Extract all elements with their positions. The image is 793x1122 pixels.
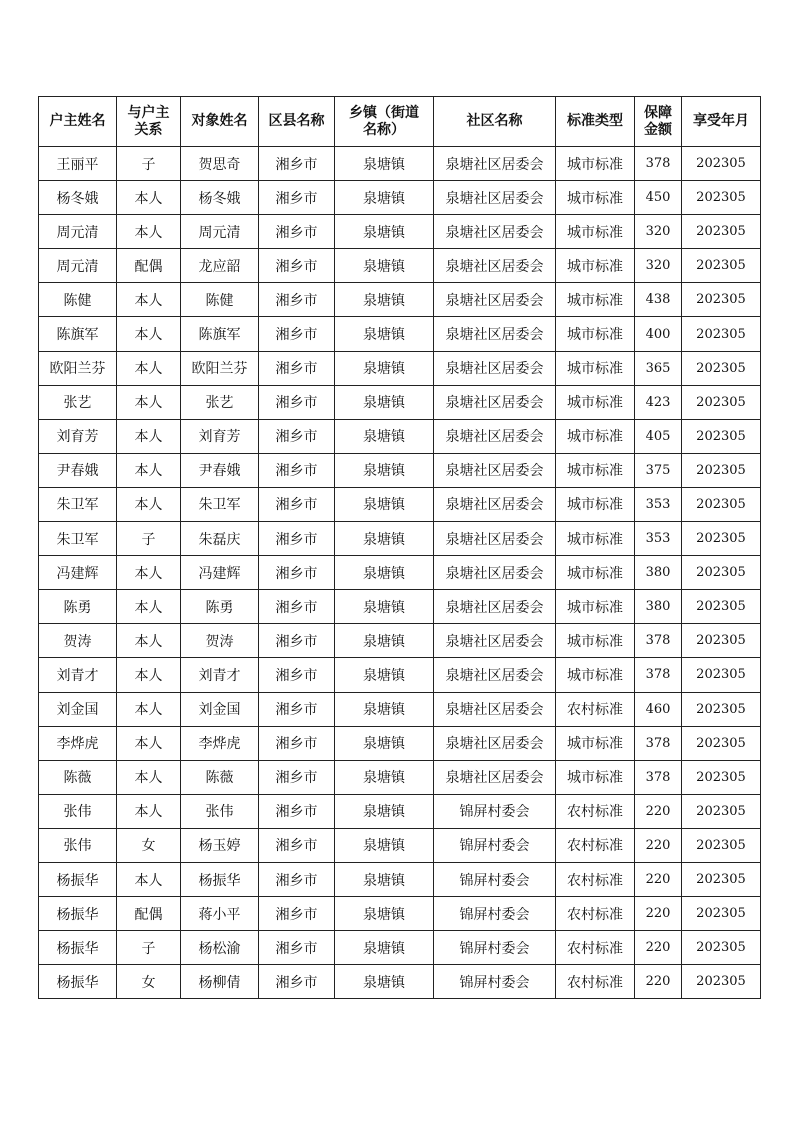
cell-rel: 本人 (117, 692, 181, 726)
column-header-line: 标准类型 (567, 113, 623, 129)
cell-town: 泉塘镇 (335, 590, 434, 624)
cell-community: 泉塘社区居委会 (434, 453, 556, 487)
cell-amount: 220 (635, 931, 682, 965)
table-row (39, 931, 761, 965)
cell-amount: 380 (635, 556, 682, 590)
table-row (39, 317, 761, 351)
cell-month: 202305 (682, 760, 761, 794)
column-header-rel (117, 97, 181, 147)
cell-month: 202305 (682, 828, 761, 862)
cell-rel: 本人 (117, 385, 181, 419)
table-row (39, 692, 761, 726)
cell-community: 泉塘社区居委会 (434, 590, 556, 624)
cell-town: 泉塘镇 (335, 385, 434, 419)
column-header-line: 关系 (134, 121, 163, 138)
cell-head: 张伟 (39, 794, 117, 828)
column-header-county (259, 97, 335, 147)
cell-standard: 城市标准 (556, 760, 635, 794)
cell-community: 泉塘社区居委会 (434, 147, 556, 181)
cell-name: 刘金国 (181, 692, 259, 726)
table-row (39, 862, 761, 896)
cell-community: 泉塘社区居委会 (434, 487, 556, 521)
cell-amount: 220 (635, 794, 682, 828)
cell-town: 泉塘镇 (335, 487, 434, 521)
cell-community: 泉塘社区居委会 (434, 215, 556, 249)
table-row (39, 965, 761, 999)
cell-standard: 农村标准 (556, 692, 635, 726)
table-row (39, 726, 761, 760)
cell-name: 冯建辉 (181, 556, 259, 590)
table-header (39, 97, 761, 147)
cell-head: 张艺 (39, 385, 117, 419)
cell-community: 泉塘社区居委会 (434, 692, 556, 726)
cell-county: 湘乡市 (259, 590, 335, 624)
cell-rel: 本人 (117, 726, 181, 760)
cell-standard: 城市标准 (556, 726, 635, 760)
cell-standard: 城市标准 (556, 487, 635, 521)
cell-town: 泉塘镇 (335, 522, 434, 556)
table-row (39, 453, 761, 487)
cell-community: 泉塘社区居委会 (434, 317, 556, 351)
cell-name: 杨振华 (181, 862, 259, 896)
cell-month: 202305 (682, 351, 761, 385)
cell-month: 202305 (682, 522, 761, 556)
cell-standard: 农村标准 (556, 897, 635, 931)
cell-standard: 农村标准 (556, 931, 635, 965)
column-header-line: 社区名称 (466, 113, 523, 129)
table-row (39, 215, 761, 249)
table-row (39, 828, 761, 862)
cell-town: 泉塘镇 (335, 317, 434, 351)
cell-month: 202305 (682, 590, 761, 624)
cell-rel: 本人 (117, 419, 181, 453)
cell-rel: 本人 (117, 351, 181, 385)
column-header-amount (635, 97, 682, 147)
cell-amount: 400 (635, 317, 682, 351)
cell-town: 泉塘镇 (335, 181, 434, 215)
cell-head: 尹春娥 (39, 453, 117, 487)
cell-name: 陈健 (181, 283, 259, 317)
cell-head: 李烨虎 (39, 726, 117, 760)
cell-standard: 城市标准 (556, 351, 635, 385)
cell-standard: 城市标准 (556, 419, 635, 453)
table-row (39, 522, 761, 556)
cell-town: 泉塘镇 (335, 828, 434, 862)
cell-county: 湘乡市 (259, 317, 335, 351)
cell-amount: 405 (635, 419, 682, 453)
cell-town: 泉塘镇 (335, 249, 434, 283)
cell-town: 泉塘镇 (335, 624, 434, 658)
cell-standard: 农村标准 (556, 828, 635, 862)
cell-town: 泉塘镇 (335, 215, 434, 249)
cell-town: 泉塘镇 (335, 556, 434, 590)
cell-month: 202305 (682, 249, 761, 283)
cell-amount: 380 (635, 590, 682, 624)
cell-standard: 城市标准 (556, 181, 635, 215)
cell-month: 202305 (682, 181, 761, 215)
cell-town: 泉塘镇 (335, 794, 434, 828)
cell-community: 泉塘社区居委会 (434, 385, 556, 419)
cell-rel: 本人 (117, 862, 181, 896)
cell-rel: 本人 (117, 658, 181, 692)
column-header-line: 享受年月 (693, 113, 749, 129)
cell-amount: 378 (635, 147, 682, 181)
cell-community: 锦屏村委会 (434, 828, 556, 862)
column-header-line: 对象姓名 (191, 113, 248, 129)
cell-county: 湘乡市 (259, 487, 335, 521)
cell-town: 泉塘镇 (335, 658, 434, 692)
cell-amount: 365 (635, 351, 682, 385)
cell-month: 202305 (682, 658, 761, 692)
cell-name: 杨冬娥 (181, 181, 259, 215)
cell-county: 湘乡市 (259, 181, 335, 215)
column-header-town (335, 97, 434, 147)
cell-rel: 本人 (117, 317, 181, 351)
cell-head: 杨冬娥 (39, 181, 117, 215)
cell-county: 湘乡市 (259, 351, 335, 385)
cell-town: 泉塘镇 (335, 283, 434, 317)
cell-month: 202305 (682, 487, 761, 521)
cell-county: 湘乡市 (259, 453, 335, 487)
cell-name: 尹春娥 (181, 453, 259, 487)
cell-rel: 女 (117, 828, 181, 862)
cell-community: 泉塘社区居委会 (434, 760, 556, 794)
cell-name: 杨柳倩 (181, 965, 259, 999)
cell-community: 泉塘社区居委会 (434, 624, 556, 658)
cell-standard: 城市标准 (556, 249, 635, 283)
cell-rel: 本人 (117, 215, 181, 249)
cell-name: 陈旗军 (181, 317, 259, 351)
cell-county: 湘乡市 (259, 760, 335, 794)
cell-town: 泉塘镇 (335, 965, 434, 999)
cell-community: 泉塘社区居委会 (434, 522, 556, 556)
cell-town: 泉塘镇 (335, 862, 434, 896)
cell-amount: 320 (635, 215, 682, 249)
table-row (39, 283, 761, 317)
cell-community: 泉塘社区居委会 (434, 181, 556, 215)
cell-rel: 本人 (117, 556, 181, 590)
cell-amount: 220 (635, 862, 682, 896)
table-row (39, 794, 761, 828)
cell-county: 湘乡市 (259, 862, 335, 896)
cell-head: 杨振华 (39, 965, 117, 999)
cell-community: 泉塘社区居委会 (434, 351, 556, 385)
cell-rel: 配偶 (117, 897, 181, 931)
table-row (39, 658, 761, 692)
cell-month: 202305 (682, 726, 761, 760)
cell-head: 杨振华 (39, 931, 117, 965)
cell-rel: 本人 (117, 760, 181, 794)
cell-rel: 本人 (117, 453, 181, 487)
cell-community: 泉塘社区居委会 (434, 658, 556, 692)
cell-month: 202305 (682, 453, 761, 487)
cell-month: 202305 (682, 147, 761, 181)
cell-amount: 378 (635, 760, 682, 794)
cell-month: 202305 (682, 317, 761, 351)
cell-head: 陈薇 (39, 760, 117, 794)
cell-amount: 378 (635, 658, 682, 692)
table-row (39, 556, 761, 590)
cell-amount: 450 (635, 181, 682, 215)
cell-county: 湘乡市 (259, 249, 335, 283)
cell-standard: 农村标准 (556, 862, 635, 896)
cell-name: 贺涛 (181, 624, 259, 658)
column-header-line: 名称） (363, 121, 405, 138)
cell-community: 泉塘社区居委会 (434, 283, 556, 317)
cell-head: 杨振华 (39, 862, 117, 896)
cell-month: 202305 (682, 794, 761, 828)
cell-month: 202305 (682, 965, 761, 999)
cell-standard: 农村标准 (556, 794, 635, 828)
cell-name: 贺思奇 (181, 147, 259, 181)
table-row (39, 147, 761, 181)
cell-county: 湘乡市 (259, 897, 335, 931)
cell-county: 湘乡市 (259, 794, 335, 828)
cell-rel: 女 (117, 965, 181, 999)
cell-town: 泉塘镇 (335, 453, 434, 487)
cell-rel: 子 (117, 522, 181, 556)
cell-amount: 220 (635, 897, 682, 931)
cell-standard: 城市标准 (556, 317, 635, 351)
column-header-standard (556, 97, 635, 147)
table-row (39, 624, 761, 658)
cell-name: 陈薇 (181, 760, 259, 794)
cell-town: 泉塘镇 (335, 726, 434, 760)
cell-town: 泉塘镇 (335, 897, 434, 931)
column-header-name (181, 97, 259, 147)
assistance-roster-table (38, 96, 761, 999)
cell-rel: 配偶 (117, 249, 181, 283)
table-row (39, 760, 761, 794)
cell-standard: 城市标准 (556, 658, 635, 692)
cell-amount: 378 (635, 726, 682, 760)
cell-community: 锦屏村委会 (434, 965, 556, 999)
cell-standard: 城市标准 (556, 385, 635, 419)
cell-rel: 子 (117, 931, 181, 965)
cell-head: 周元清 (39, 249, 117, 283)
cell-amount: 460 (635, 692, 682, 726)
cell-standard: 城市标准 (556, 453, 635, 487)
cell-rel: 本人 (117, 794, 181, 828)
cell-name: 张艺 (181, 385, 259, 419)
cell-head: 朱卫军 (39, 522, 117, 556)
cell-month: 202305 (682, 419, 761, 453)
cell-name: 张伟 (181, 794, 259, 828)
cell-community: 锦屏村委会 (434, 862, 556, 896)
cell-month: 202305 (682, 897, 761, 931)
cell-head: 欧阳兰芬 (39, 351, 117, 385)
cell-rel: 本人 (117, 487, 181, 521)
cell-name: 蒋小平 (181, 897, 259, 931)
cell-town: 泉塘镇 (335, 147, 434, 181)
table-row (39, 897, 761, 931)
cell-name: 陈勇 (181, 590, 259, 624)
cell-amount: 438 (635, 283, 682, 317)
cell-community: 锦屏村委会 (434, 931, 556, 965)
column-header-line: 区县名称 (268, 113, 325, 129)
cell-county: 湘乡市 (259, 283, 335, 317)
cell-town: 泉塘镇 (335, 419, 434, 453)
table-row (39, 181, 761, 215)
cell-month: 202305 (682, 692, 761, 726)
column-header-head (39, 97, 117, 147)
column-header-line: 户主姓名 (49, 113, 106, 129)
cell-county: 湘乡市 (259, 385, 335, 419)
cell-amount: 423 (635, 385, 682, 419)
cell-community: 锦屏村委会 (434, 897, 556, 931)
cell-rel: 本人 (117, 181, 181, 215)
cell-county: 湘乡市 (259, 215, 335, 249)
cell-head: 冯建辉 (39, 556, 117, 590)
cell-head: 杨振华 (39, 897, 117, 931)
cell-amount: 353 (635, 522, 682, 556)
cell-month: 202305 (682, 862, 761, 896)
cell-county: 湘乡市 (259, 965, 335, 999)
cell-head: 刘青才 (39, 658, 117, 692)
table-body (39, 147, 761, 999)
cell-town: 泉塘镇 (335, 351, 434, 385)
column-header-line: 与户主 (127, 104, 170, 121)
cell-amount: 220 (635, 828, 682, 862)
cell-county: 湘乡市 (259, 828, 335, 862)
cell-head: 王丽平 (39, 147, 117, 181)
cell-name: 杨松渝 (181, 931, 259, 965)
cell-amount: 220 (635, 965, 682, 999)
cell-standard: 城市标准 (556, 215, 635, 249)
cell-county: 湘乡市 (259, 931, 335, 965)
cell-standard: 农村标准 (556, 965, 635, 999)
cell-name: 杨玉婷 (181, 828, 259, 862)
cell-amount: 378 (635, 624, 682, 658)
cell-community: 泉塘社区居委会 (434, 419, 556, 453)
cell-month: 202305 (682, 215, 761, 249)
cell-name: 周元清 (181, 215, 259, 249)
table-row (39, 487, 761, 521)
cell-head: 周元清 (39, 215, 117, 249)
cell-amount: 353 (635, 487, 682, 521)
cell-town: 泉塘镇 (335, 760, 434, 794)
cell-rel: 子 (117, 147, 181, 181)
cell-community: 锦屏村委会 (434, 794, 556, 828)
cell-name: 龙应韶 (181, 249, 259, 283)
cell-county: 湘乡市 (259, 624, 335, 658)
cell-name: 刘青才 (181, 658, 259, 692)
cell-standard: 城市标准 (556, 147, 635, 181)
cell-name: 朱卫军 (181, 487, 259, 521)
cell-standard: 城市标准 (556, 522, 635, 556)
cell-name: 欧阳兰芬 (181, 351, 259, 385)
cell-month: 202305 (682, 556, 761, 590)
cell-county: 湘乡市 (259, 522, 335, 556)
header-row (39, 97, 761, 147)
cell-town: 泉塘镇 (335, 931, 434, 965)
column-header-month (682, 97, 761, 147)
cell-standard: 城市标准 (556, 590, 635, 624)
cell-head: 刘育芳 (39, 419, 117, 453)
cell-county: 湘乡市 (259, 658, 335, 692)
cell-month: 202305 (682, 385, 761, 419)
cell-head: 贺涛 (39, 624, 117, 658)
table-row (39, 385, 761, 419)
cell-month: 202305 (682, 283, 761, 317)
cell-community: 泉塘社区居委会 (434, 726, 556, 760)
cell-name: 朱磊庆 (181, 522, 259, 556)
cell-county: 湘乡市 (259, 726, 335, 760)
cell-standard: 城市标准 (556, 556, 635, 590)
column-header-line: 保障 (644, 104, 672, 121)
cell-county: 湘乡市 (259, 147, 335, 181)
cell-standard: 城市标准 (556, 624, 635, 658)
cell-community: 泉塘社区居委会 (434, 249, 556, 283)
cell-amount: 375 (635, 453, 682, 487)
cell-amount: 320 (635, 249, 682, 283)
cell-head: 朱卫军 (39, 487, 117, 521)
cell-month: 202305 (682, 931, 761, 965)
column-header-line: 金额 (644, 121, 672, 138)
table-row (39, 590, 761, 624)
table-row (39, 419, 761, 453)
table-row (39, 351, 761, 385)
cell-county: 湘乡市 (259, 556, 335, 590)
table-row (39, 249, 761, 283)
cell-month: 202305 (682, 624, 761, 658)
column-header-community (434, 97, 556, 147)
cell-head: 刘金国 (39, 692, 117, 726)
cell-name: 李烨虎 (181, 726, 259, 760)
cell-head: 张伟 (39, 828, 117, 862)
cell-head: 陈勇 (39, 590, 117, 624)
cell-community: 泉塘社区居委会 (434, 556, 556, 590)
cell-rel: 本人 (117, 590, 181, 624)
column-header-line: 乡镇（街道 (349, 104, 419, 121)
cell-name: 刘育芳 (181, 419, 259, 453)
cell-head: 陈健 (39, 283, 117, 317)
cell-rel: 本人 (117, 624, 181, 658)
cell-head: 陈旗军 (39, 317, 117, 351)
cell-county: 湘乡市 (259, 692, 335, 726)
cell-town: 泉塘镇 (335, 692, 434, 726)
cell-county: 湘乡市 (259, 419, 335, 453)
cell-standard: 城市标准 (556, 283, 635, 317)
cell-rel: 本人 (117, 283, 181, 317)
